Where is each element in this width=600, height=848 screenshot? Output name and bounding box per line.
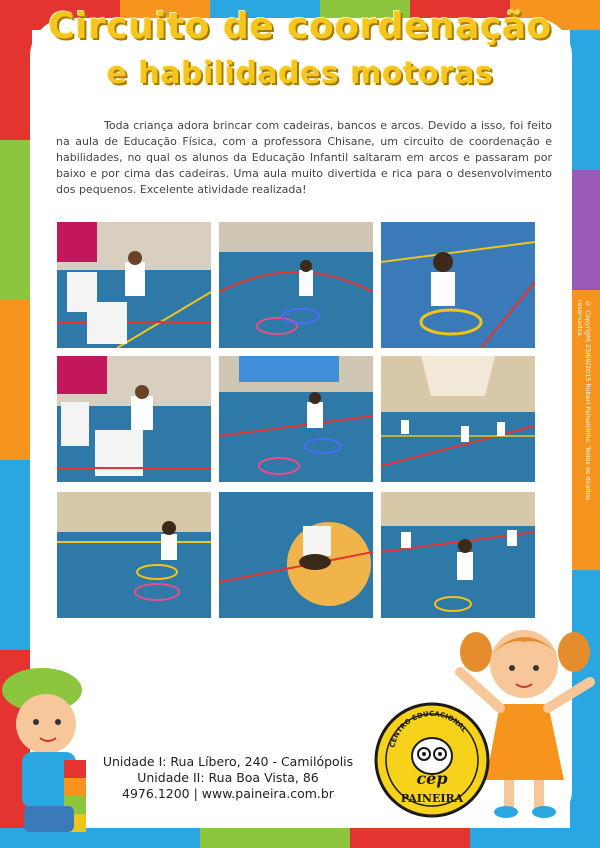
frame-stripe — [0, 460, 32, 650]
logo-name: PAINEIRA — [400, 792, 464, 805]
photo-gym-wide — [381, 356, 535, 482]
boy-illustration — [0, 650, 140, 840]
contact-block — [100, 754, 356, 802]
address-unit-1: Unidade I: Rua Líbero, 240 - Camilópolis — [102, 754, 354, 769]
frame-stripe — [570, 170, 600, 290]
frame-stripe — [470, 828, 600, 848]
page-subtitle: e habilidades motoras — [106, 56, 494, 91]
frame-stripe — [0, 140, 32, 300]
copyright-note: © Copyright 23/09/2015 Roberl Paineirinho. Todos os direitos reservados. — [576, 300, 592, 501]
logo-arc-text: CENTRO EDUCACIONAL — [388, 709, 469, 749]
paineira-logo — [372, 700, 492, 820]
body-paragraph: Toda criança adora brincar com cadeiras, bancos e arcos. Devido a isso, foi feito na aula de Educação Física, com a professora Chisane, um circuito de coordenação e habilidades, no qual os alunos da Educação Infantil saltaram em arcos e passaram por baixo e por cima das cadeiras. Uma aula muito divertida e rica para o desenvolvimento dos pequenos. Excelente atividade realizada! — [56, 119, 552, 196]
frame-stripe — [350, 828, 470, 848]
photo-hoop-jump — [381, 222, 535, 348]
frame-stripe — [200, 828, 350, 848]
photo-chairs-jump-1 — [57, 222, 211, 348]
logo-cep: cep — [416, 769, 448, 788]
page-title: Circuito de coordenação — [48, 6, 552, 47]
frame-stripe — [0, 300, 32, 460]
photo-chairs-climb — [57, 356, 211, 482]
frame-stripe — [570, 30, 600, 170]
photo-hoops-4 — [381, 492, 535, 618]
photo-under-chair — [219, 492, 373, 618]
photo-hoops-3 — [57, 492, 211, 618]
phone-website[interactable]: 4976.1200 | www.paineira.com.br — [122, 786, 334, 801]
photo-hoops-2 — [219, 356, 373, 482]
photo-hoops-1 — [219, 222, 373, 348]
address-unit-2: Unidade II: Rua Boa Vista, 86 — [137, 770, 319, 785]
